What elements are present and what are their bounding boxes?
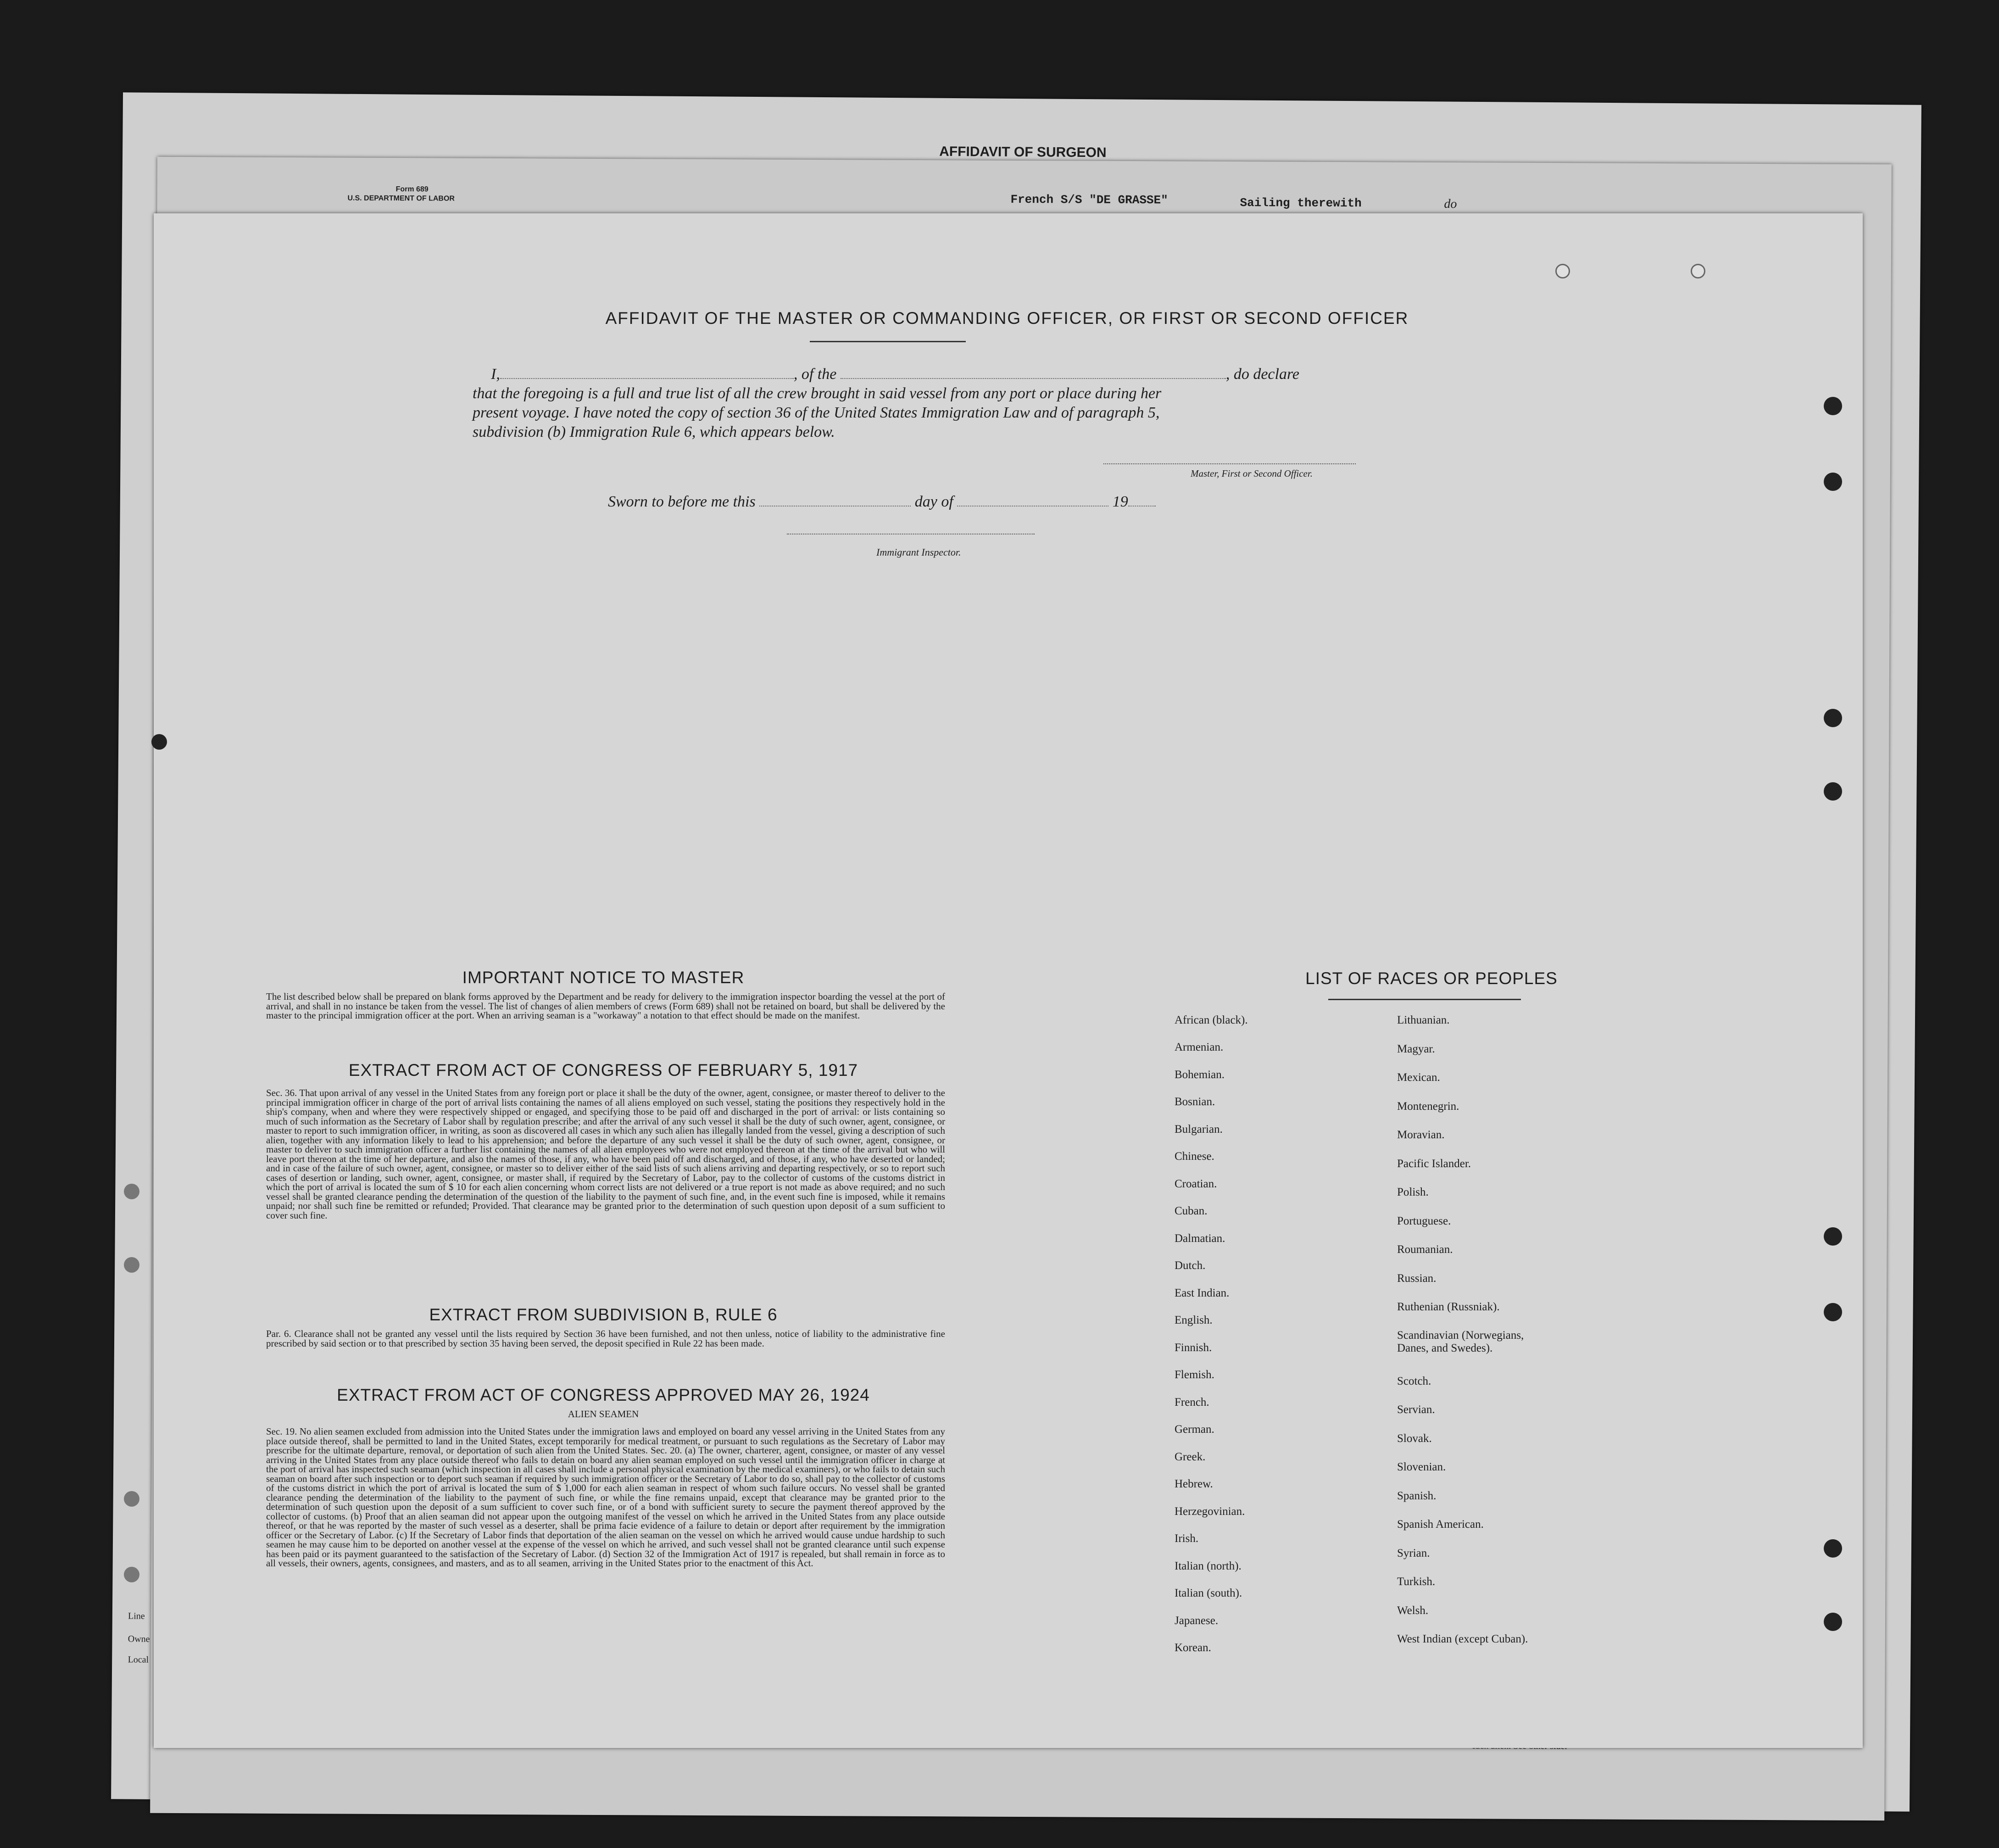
race-item: African (black). xyxy=(1175,1014,1248,1026)
of-the-text: , of the xyxy=(793,366,837,383)
punch-hole xyxy=(1824,1227,1842,1246)
race-item: Italian (south). xyxy=(1175,1587,1242,1599)
race-item: Roumanian. xyxy=(1397,1243,1453,1256)
inspector-label: Immigrant Inspector. xyxy=(876,546,961,558)
affidavit-body xyxy=(473,365,1528,442)
race-item: Welsh. xyxy=(1397,1604,1429,1617)
punch-hole xyxy=(1555,264,1570,278)
punch-hole xyxy=(1824,709,1842,727)
affidavit-line-2: that the foregoing is a full and true list of all the crew brought in said vessel from any port or place during her xyxy=(473,385,1162,402)
title-rule xyxy=(810,341,966,342)
ship-line: French S/S "DE GRASSE" xyxy=(1010,192,1168,207)
race-item: German. xyxy=(1175,1423,1214,1436)
race-item: Greek. xyxy=(1175,1451,1206,1463)
rule6-title: EXTRACT FROM SUBDIVISION B, RULE 6 xyxy=(429,1305,778,1324)
race-item: Finnish. xyxy=(1175,1341,1212,1354)
race-item: Syrian. xyxy=(1397,1547,1430,1559)
race-item: Slovenian. xyxy=(1397,1461,1446,1473)
punch-hole xyxy=(124,1491,139,1507)
race-item: Flemish. xyxy=(1175,1369,1214,1381)
i-text: I, xyxy=(491,366,500,383)
main-sheet xyxy=(154,213,1863,1748)
race-item: Bohemian. xyxy=(1175,1069,1225,1081)
notice-text: The list described below shall be prepared on blank forms approved by the Department and be ready for delivery to the immigration inspector boarding the vessel at the port of arrival, and shall in no instance be taken from the vessel. The list of changes of alien members of crews (Form 689) shall not be retained on board, but shall be delivered by the master to the principal immigration officer at the port. When an arriving seaman is a "workaway" a notation to that effect should be made on the manifest. xyxy=(266,991,945,1021)
race-item: Croatian. xyxy=(1175,1178,1217,1190)
local-label: Local xyxy=(128,1654,149,1665)
sailing-therewith: Sailing therewith xyxy=(1240,196,1362,211)
race-item: Bulgarian. xyxy=(1175,1123,1223,1136)
race-item: Scandinavian (Norwegians, Danes, and Swedes). xyxy=(1397,1329,1524,1354)
punch-hole xyxy=(1824,782,1842,801)
races-rule xyxy=(1328,999,1521,1000)
alien-seamen-subtitle: ALIEN SEAMEN xyxy=(568,1408,639,1419)
race-item: West Indian (except Cuban). xyxy=(1397,1633,1528,1645)
punch-hole xyxy=(124,1184,139,1199)
race-item: Spanish. xyxy=(1397,1490,1437,1502)
sworn-line xyxy=(608,493,1156,511)
do-declare-text: , do declare xyxy=(1225,366,1300,383)
race-item: French. xyxy=(1175,1396,1209,1408)
race-item: Chinese. xyxy=(1175,1150,1214,1163)
race-item: Portuguese. xyxy=(1397,1215,1451,1227)
affidavit-line-4: subdivision (b) Immigration Rule 6, which appears below. xyxy=(473,423,835,440)
race-item: Russian. xyxy=(1397,1272,1437,1285)
race-item: Irish. xyxy=(1175,1532,1199,1545)
race-item: Italian (north). xyxy=(1175,1560,1242,1572)
race-item: Dalmatian. xyxy=(1175,1232,1225,1245)
race-item: Pacific Islander. xyxy=(1397,1158,1471,1170)
day-of-text: day of xyxy=(914,493,953,510)
races-title: LIST OF RACES OR PEOPLES xyxy=(1305,969,1558,988)
punch-hole xyxy=(151,734,167,750)
line-label: Line xyxy=(128,1611,145,1621)
race-item: Dutch. xyxy=(1175,1259,1206,1272)
punch-hole xyxy=(1824,1539,1842,1558)
vessel-field[interactable] xyxy=(841,377,1226,379)
race-item: Korean. xyxy=(1175,1642,1211,1654)
extract-1917-text: Sec. 36. That upon arrival of any vessel in the United States from any foreign port or place it shall be the duty of the owner, agent, consignee, or master thereof to deliver to the principal immigration officer in charge of the port of arrival lists containing the names of all aliens employed on such vessel, stating the positions they respectively hold in the ship's company, when and where they were respectively shipped or engaged, and specifying those to be paid off and discharged in the port of arrival: or lists containing so much of such information as the Secretary of Labor shall by regulation prescribe; and after the arrival of any such vessel it shall be the duty of such owner, agent, consignee, or master to report to such immigration officer, in writing, as soon as discovered all cases in which any such alien has illegally landed from the vessel, giving a description of such alien, together with any information likely to lead to his apprehension; and before the departure of any such vessel it shall be the duty of such owner, agent, consignee, or master to deliver to such immigration officer a further list containing the names of all alien employees who were not employed thereon at the time of the arrival but who will leave port thereon at the time of her departure, and also the names of those, if any, who have been paid off and discharged, and of those, if any, who have deserted or landed; and in case of the failure of such owner, agent, consignee, or master so to deliver either of the said lists of such aliens arriving and departing respectively, or so to report such cases of desertion or landing, such owner, agent, consignee, or master shall, if required by the Secretary of Labor, pay to the collector of customs of the customs district in which the port of arrival is located the sum of $ 10 for each alien concerning whom correct lists are not delivered or a true report is not made as above required; and no such vessel shall be granted clearance pending the determination of the question of the liability to the payment of such fine, and, in the event such fine is imposed, while it remains unpaid; nor shall such fine be remitted or refunded; Provided. That clearance may be granted prior to the determination of such question upon deposit of a sum sufficient to cover such fine. xyxy=(266,1087,945,1221)
race-item: Polish. xyxy=(1397,1186,1429,1198)
name-field[interactable] xyxy=(500,377,794,379)
punch-hole xyxy=(1824,1613,1842,1631)
race-item: Turkish. xyxy=(1397,1575,1436,1588)
year-field[interactable] xyxy=(1128,505,1156,507)
punch-hole xyxy=(124,1567,139,1582)
signature-label: Master, First or Second Officer. xyxy=(1191,468,1313,479)
month-field[interactable] xyxy=(957,505,1108,507)
race-item: Japanese. xyxy=(1175,1614,1219,1627)
form-number: Form 689 xyxy=(395,185,429,194)
race-item: East Indian. xyxy=(1175,1287,1230,1299)
punch-hole xyxy=(124,1257,139,1273)
notice-title: IMPORTANT NOTICE TO MASTER xyxy=(462,968,745,987)
extract-1917-title: EXTRACT FROM ACT OF CONGRESS OF FEBRUARY 5, 1917 xyxy=(348,1061,858,1080)
signature-line[interactable] xyxy=(1103,463,1356,464)
race-item: Bosnian. xyxy=(1175,1096,1215,1108)
race-item: Moravian. xyxy=(1397,1129,1445,1141)
affidavit-line-3: present voyage. I have noted the copy of section 36 of the United States Immigration Law and of paragraph 5, xyxy=(473,404,1160,421)
owner-label: Owne xyxy=(128,1634,150,1644)
punch-hole xyxy=(1824,473,1842,491)
race-item: Magyar. xyxy=(1397,1043,1435,1055)
race-item: Lithuanian. xyxy=(1397,1014,1450,1026)
affidavit-title: AFFIDAVIT OF THE MASTER OR COMMANDING OFFICER, OR FIRST OR SECOND OFFICER xyxy=(605,309,1409,328)
race-item: Scotch. xyxy=(1397,1375,1431,1387)
race-item: Montenegrin. xyxy=(1397,1100,1459,1113)
race-item: English. xyxy=(1175,1314,1213,1326)
department: U.S. DEPARTMENT OF LABOR xyxy=(347,194,455,203)
race-item: Hebrew. xyxy=(1175,1478,1213,1490)
race-item: Cuban. xyxy=(1175,1205,1208,1217)
do-text: do xyxy=(1444,197,1457,212)
race-item: Servian. xyxy=(1397,1403,1435,1416)
day-field[interactable] xyxy=(759,505,911,507)
sworn-text: Sworn to before me this xyxy=(608,493,756,510)
race-item: Mexican. xyxy=(1397,1071,1440,1084)
race-item: Armenian. xyxy=(1175,1041,1224,1053)
year-text: 19 xyxy=(1112,493,1128,510)
rule6-text: Par. 6. Clearance shall not be granted any vessel until the lists required by Section 36 have been furnished, and not then unless, notice of liability to the administrative fine prescribed by said section or to that prescribed by section 35 having been served, the deposit specified in Rule 22 has been made. xyxy=(266,1328,945,1349)
race-item: Herzegovinian. xyxy=(1175,1505,1245,1518)
race-item: Ruthenian (Russniak). xyxy=(1397,1301,1500,1313)
race-item: Spanish American. xyxy=(1397,1518,1484,1531)
extract-1924-title: EXTRACT FROM ACT OF CONGRESS APPROVED MAY 26, 1924 xyxy=(337,1386,870,1404)
surgeon-title: AFFIDAVIT OF SURGEON xyxy=(939,144,1107,161)
punch-hole xyxy=(1824,397,1842,415)
race-item: Slovak. xyxy=(1397,1432,1432,1445)
extract-1924-text: Sec. 19. No alien seamen excluded from admission into the United States under the immigration laws and employed on board any vessel arriving in the United States from any place outside thereof, shall be permitted to land in the United States, except temporarily for medical treatment, or pursuant to such regulations as the Secretary of Labor may prescribe for the ultimate departure, removal, or deportation of such alien from the United States. Sec. 20. (a) The owner, charterer, agent, consignee, or master of any vessel arriving in the United States from any place outside thereof who fails to detain on board any alien seaman employed on such vessel until the immigration officer in charge at the port of arrival has inspected such seaman (which inspection in all cases shall include a personal physical examination by the medical examiners), or who fails to detain such seaman on board after such inspection or to deport such seaman if required by such immigration officer or the Secretary of Labor to do so, shall pay to the collector of customs of the customs district in which the port of arrival is located the sum of $ 1,000 for each alien seaman in respect of whom such failure occurs. No vessel shall be granted clearance pending the determination of the liability to the payment of such fine, or while the fine remains unpaid, except that clearance may be granted prior to the determination of such question upon the deposit of a sum sufficient to cover such fine, or of a bond with sufficient surety to secure the payment thereof approved by the collector of customs. (b) Proof that an alien seaman did not appear upon the outgoing manifest of the vessel on which he arrived in the United States from any place outside thereof, or that he was reported by the master of such vessel as a deserter, shall be prima facie evidence of a failure to detain or deport after requirement by the immigration officer or the Secretary of Labor. (c) If the Secretary of Labor finds that deportation of the alien seaman on the vessel on which he arrived would cause undue hardship to such seamen he may cause him to be deported on another vessel at the expense of the vessel on which he arrived, and such vessel shall not be granted clearance until such expense has been paid or its payment guaranteed to the satisfaction of the Secretary of Labor. (d) Section 32 of the Immigration Act of 1917 is repealed, but shall remain in force as to all vessels, their owners, agents, consignees, and masters, and as to all seamen, arriving in the United States prior to the enactment of this Act. xyxy=(266,1426,945,1569)
punch-hole xyxy=(1824,1303,1842,1321)
punch-hole xyxy=(1691,264,1705,278)
